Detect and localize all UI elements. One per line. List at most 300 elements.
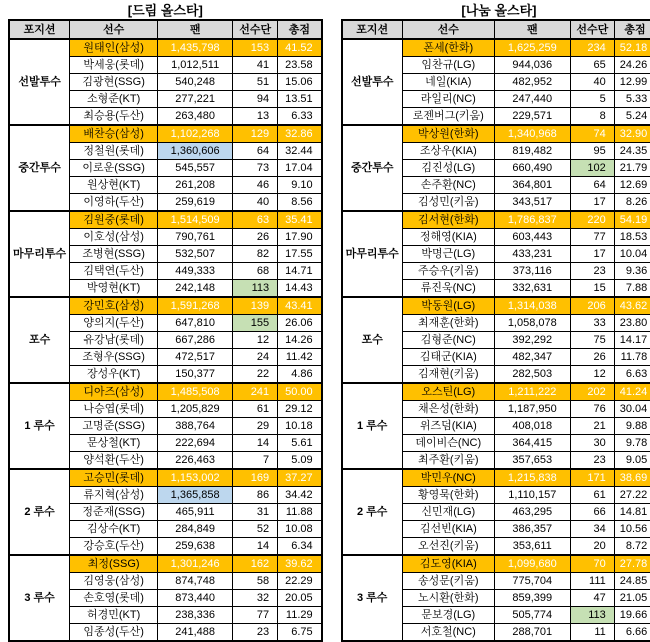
position-cell: 3 루수 <box>342 555 403 641</box>
total-score-cell: 43.41 <box>278 297 322 315</box>
fan-votes-cell: 1,205,829 <box>158 401 233 418</box>
squad-votes-cell: 64 <box>233 143 278 160</box>
total-score-cell: 24.85 <box>614 573 650 590</box>
total-score-cell: 32.90 <box>614 125 650 143</box>
total-score-cell: 9.88 <box>614 418 650 435</box>
fan-votes-cell: 226,463 <box>158 452 233 470</box>
player-name-cell: 장성우(KT) <box>70 366 158 384</box>
column-header: 포지션 <box>9 20 70 39</box>
total-score-cell: 5.61 <box>278 435 322 452</box>
player-name-cell: 정준재(SSG) <box>70 504 158 521</box>
player-name-cell: 김형준(NC) <box>402 332 494 349</box>
fan-votes-cell: 261,208 <box>158 177 233 194</box>
fan-votes-cell: 386,357 <box>494 521 570 538</box>
total-score-cell: 27.22 <box>614 487 650 504</box>
squad-votes-cell: 111 <box>570 573 614 590</box>
total-score-cell: 5.33 <box>614 91 650 108</box>
squad-votes-cell: 234 <box>570 39 614 57</box>
total-score-cell: 10.04 <box>614 246 650 263</box>
total-score-cell: 11.78 <box>614 349 650 366</box>
squad-votes-cell: 12 <box>233 332 278 349</box>
player-name-cell: 네일(KIA) <box>402 74 494 91</box>
player-name-cell: 디아즈(삼성) <box>70 383 158 401</box>
squad-votes-cell: 65 <box>570 57 614 74</box>
fan-votes-cell: 1,187,950 <box>494 401 570 418</box>
squad-votes-cell: 23 <box>233 624 278 642</box>
squad-votes-cell: 13 <box>233 108 278 126</box>
player-name-cell: 문상철(KT) <box>70 435 158 452</box>
total-score-cell: 30.04 <box>614 401 650 418</box>
total-score-cell: 32.86 <box>278 125 322 143</box>
table-row <box>9 211 322 229</box>
squad-votes-cell: 46 <box>233 177 278 194</box>
fan-votes-cell: 545,557 <box>158 160 233 177</box>
table-row <box>342 469 650 487</box>
table-row <box>9 39 322 57</box>
player-name-cell: 김도영(KIA) <box>402 555 494 573</box>
total-score-cell: 15.06 <box>278 74 322 91</box>
total-score-cell: 19.66 <box>614 607 650 624</box>
player-name-cell: 원태인(삼성) <box>70 39 158 57</box>
squad-votes-cell: 61 <box>233 401 278 418</box>
player-name-cell: 정철원(롯데) <box>70 143 158 160</box>
fan-votes-cell: 505,774 <box>494 607 570 624</box>
column-header: 팬 <box>494 20 570 39</box>
player-name-cell: 김광현(SSG) <box>70 74 158 91</box>
total-score-cell: 20.05 <box>278 590 322 607</box>
table-row <box>342 383 650 401</box>
total-score-cell: 34.42 <box>278 487 322 504</box>
total-score-cell: 4.86 <box>278 366 322 384</box>
position-cell: 1 루수 <box>342 383 403 469</box>
total-score-cell: 17.04 <box>278 160 322 177</box>
position-cell: 1 루수 <box>9 383 70 469</box>
position-cell: 중간투수 <box>9 125 70 211</box>
total-score-cell: 17.90 <box>278 229 322 246</box>
table-row <box>342 125 650 143</box>
squad-votes-cell: 73 <box>233 160 278 177</box>
squad-votes-cell: 77 <box>233 607 278 624</box>
total-score-cell: 14.26 <box>278 332 322 349</box>
total-score-cell: 9.36 <box>614 263 650 280</box>
table-row <box>9 383 322 401</box>
squad-votes-cell: 51 <box>233 74 278 91</box>
fan-votes-cell: 364,801 <box>494 177 570 194</box>
header-row <box>9 20 322 39</box>
total-score-cell: 24.26 <box>614 57 650 74</box>
squad-votes-cell: 12 <box>570 366 614 384</box>
squad-votes-cell: 40 <box>570 74 614 91</box>
squad-votes-cell: 40 <box>233 194 278 212</box>
player-name-cell: 이로운(SSG) <box>70 160 158 177</box>
total-score-cell: 17.55 <box>278 246 322 263</box>
fan-votes-cell: 667,286 <box>158 332 233 349</box>
player-name-cell: 박상원(한화) <box>402 125 494 143</box>
squad-votes-cell: 68 <box>233 263 278 280</box>
total-score-cell: 9.10 <box>278 177 322 194</box>
squad-votes-cell: 23 <box>570 263 614 280</box>
fan-votes-cell: 408,018 <box>494 418 570 435</box>
player-name-cell: 최정(SSG) <box>70 555 158 573</box>
squad-votes-cell: 32 <box>233 590 278 607</box>
column-header: 포지션 <box>342 20 403 39</box>
player-name-cell: 양석환(두산) <box>70 452 158 470</box>
fan-votes-cell: 532,507 <box>158 246 233 263</box>
fan-votes-cell: 1,514,509 <box>158 211 233 229</box>
position-cell: 선발투수 <box>9 39 70 125</box>
squad-votes-cell: 17 <box>570 246 614 263</box>
squad-votes-cell: 5 <box>570 91 614 108</box>
fan-votes-cell: 288,701 <box>494 624 570 642</box>
nanum-allstar-table <box>341 19 650 642</box>
player-name-cell: 이호성(삼성) <box>70 229 158 246</box>
position-cell: 포수 <box>342 297 403 383</box>
player-name-cell: 최재훈(한화) <box>402 315 494 332</box>
fan-votes-cell: 392,292 <box>494 332 570 349</box>
fan-votes-cell: 819,482 <box>494 143 570 160</box>
total-score-cell: 32.44 <box>278 143 322 160</box>
total-score-cell: 12.69 <box>614 177 650 194</box>
table-row <box>9 555 322 573</box>
fan-votes-cell: 603,443 <box>494 229 570 246</box>
squad-votes-cell: 169 <box>233 469 278 487</box>
total-score-cell: 9.78 <box>614 435 650 452</box>
squad-votes-cell: 63 <box>233 211 278 229</box>
dream-allstar-block <box>8 2 323 642</box>
fan-votes-cell: 874,748 <box>158 573 233 590</box>
total-score-cell: 21.05 <box>614 590 650 607</box>
player-name-cell: 김성민(키움) <box>402 194 494 212</box>
player-name-cell: 박명근(LG) <box>402 246 494 263</box>
fan-votes-cell: 263,480 <box>158 108 233 126</box>
total-score-cell: 38.69 <box>614 469 650 487</box>
table-row <box>342 211 650 229</box>
table-row <box>9 297 322 315</box>
squad-votes-cell: 153 <box>233 39 278 57</box>
position-cell: 선발투수 <box>342 39 403 125</box>
fan-votes-cell: 343,517 <box>494 194 570 212</box>
fan-votes-cell: 259,638 <box>158 538 233 556</box>
fan-votes-cell: 540,248 <box>158 74 233 91</box>
fan-votes-cell: 1,153,002 <box>158 469 233 487</box>
fan-votes-cell: 463,295 <box>494 504 570 521</box>
position-cell: 중간투수 <box>342 125 403 211</box>
total-score-cell: 11.42 <box>278 349 322 366</box>
squad-votes-cell: 113 <box>570 607 614 624</box>
squad-votes-cell: 202 <box>570 383 614 401</box>
fan-votes-cell: 332,631 <box>494 280 570 298</box>
player-name-cell: 박민우(NC) <box>402 469 494 487</box>
total-score-cell: 43.62 <box>614 297 650 315</box>
squad-votes-cell: 26 <box>570 349 614 366</box>
fan-votes-cell: 1,786,837 <box>494 211 570 229</box>
fan-votes-cell: 647,810 <box>158 315 233 332</box>
squad-votes-cell: 14 <box>233 538 278 556</box>
squad-votes-cell: 66 <box>570 504 614 521</box>
column-header: 선수단 <box>233 20 278 39</box>
fan-votes-cell: 242,148 <box>158 280 233 298</box>
fan-votes-cell: 859,399 <box>494 590 570 607</box>
squad-votes-cell: 77 <box>570 229 614 246</box>
fan-votes-cell: 388,764 <box>158 418 233 435</box>
player-name-cell: 임종성(두산) <box>70 624 158 642</box>
squad-votes-cell: 8 <box>570 108 614 126</box>
fan-votes-cell: 1,215,838 <box>494 469 570 487</box>
fan-votes-cell: 282,503 <box>494 366 570 384</box>
player-name-cell: 김진성(LG) <box>402 160 494 177</box>
squad-votes-cell: 61 <box>570 487 614 504</box>
fan-votes-cell: 150,377 <box>158 366 233 384</box>
fan-votes-cell: 238,336 <box>158 607 233 624</box>
fan-votes-cell: 944,036 <box>494 57 570 74</box>
squad-votes-cell: 75 <box>570 332 614 349</box>
player-name-cell: 원상현(KT) <box>70 177 158 194</box>
squad-votes-cell: 34 <box>570 521 614 538</box>
total-score-cell: 14.17 <box>614 332 650 349</box>
position-cell: 2 루수 <box>9 469 70 555</box>
player-name-cell: 최승용(두산) <box>70 108 158 126</box>
total-score-cell: 35.41 <box>278 211 322 229</box>
squad-votes-cell: 15 <box>570 280 614 298</box>
total-score-cell: 6.34 <box>278 538 322 556</box>
fan-votes-cell: 1,058,078 <box>494 315 570 332</box>
squad-votes-cell: 129 <box>233 125 278 143</box>
fan-votes-cell: 247,440 <box>494 91 570 108</box>
squad-votes-cell: 241 <box>233 383 278 401</box>
player-name-cell: 신민재(LG) <box>402 504 494 521</box>
squad-votes-cell: 29 <box>233 418 278 435</box>
player-name-cell: 황영묵(한화) <box>402 487 494 504</box>
fan-votes-cell: 284,849 <box>158 521 233 538</box>
total-score-cell: 6.33 <box>278 108 322 126</box>
column-header: 팬 <box>158 20 233 39</box>
squad-votes-cell: 47 <box>570 590 614 607</box>
player-name-cell: 송성문(키움) <box>402 573 494 590</box>
player-name-cell: 주승우(키움) <box>402 263 494 280</box>
player-name-cell: 조형우(SSG) <box>70 349 158 366</box>
fan-votes-cell: 357,653 <box>494 452 570 470</box>
fan-votes-cell: 353,611 <box>494 538 570 556</box>
player-name-cell: 김영웅(삼성) <box>70 573 158 590</box>
total-score-cell: 7.88 <box>614 280 650 298</box>
squad-votes-cell: 82 <box>233 246 278 263</box>
squad-votes-cell: 41 <box>233 57 278 74</box>
player-name-cell: 라일리(NC) <box>402 91 494 108</box>
fan-votes-cell: 1,625,259 <box>494 39 570 57</box>
table-row <box>9 469 322 487</box>
squad-votes-cell: 171 <box>570 469 614 487</box>
squad-votes-cell: 86 <box>233 487 278 504</box>
total-score-cell: 24.35 <box>614 143 650 160</box>
squad-votes-cell: 76 <box>570 401 614 418</box>
total-score-cell: 39.62 <box>278 555 322 573</box>
squad-votes-cell: 7 <box>233 452 278 470</box>
total-score-cell: 10.08 <box>278 521 322 538</box>
squad-votes-cell: 74 <box>570 125 614 143</box>
dream-allstar-title: [드림 올스타] <box>127 3 203 18</box>
dream-allstar-table <box>8 19 323 642</box>
fan-votes-cell: 229,571 <box>494 108 570 126</box>
total-score-cell: 8.26 <box>614 194 650 212</box>
total-score-cell: 41.52 <box>278 39 322 57</box>
total-score-cell: 8.72 <box>614 538 650 556</box>
total-score-cell: 11.88 <box>278 504 322 521</box>
total-score-cell: 13.51 <box>278 91 322 108</box>
squad-votes-cell: 155 <box>233 315 278 332</box>
fan-votes-cell: 1,485,508 <box>158 383 233 401</box>
player-name-cell: 오스틴(LG) <box>402 383 494 401</box>
fan-votes-cell: 775,704 <box>494 573 570 590</box>
player-name-cell: 유강남(롯데) <box>70 332 158 349</box>
squad-votes-cell: 70 <box>570 555 614 573</box>
player-name-cell: 손호영(롯데) <box>70 590 158 607</box>
nanum-allstar-block <box>341 2 650 642</box>
total-score-cell: 26.06 <box>278 315 322 332</box>
position-cell: 2 루수 <box>342 469 403 555</box>
player-name-cell: 손주환(NC) <box>402 177 494 194</box>
player-name-cell: 김재현(키움) <box>402 366 494 384</box>
total-score-cell: 52.18 <box>614 39 650 57</box>
squad-votes-cell: 52 <box>233 521 278 538</box>
squad-votes-cell: 11 <box>570 624 614 642</box>
player-name-cell: 강민호(삼성) <box>70 297 158 315</box>
player-name-cell: 박세웅(롯데) <box>70 57 158 74</box>
fan-votes-cell: 660,490 <box>494 160 570 177</box>
column-header: 선수 <box>402 20 494 39</box>
fan-votes-cell: 433,231 <box>494 246 570 263</box>
squad-votes-cell: 94 <box>233 91 278 108</box>
total-score-cell: 8.56 <box>278 194 322 212</box>
total-score-cell: 18.53 <box>614 229 650 246</box>
squad-votes-cell: 31 <box>233 504 278 521</box>
nanum-allstar-title: [나눔 올스타] <box>461 3 537 18</box>
fan-votes-cell: 1,211,222 <box>494 383 570 401</box>
fan-votes-cell: 222,694 <box>158 435 233 452</box>
player-name-cell: 최주환(키움) <box>402 452 494 470</box>
header-row <box>342 20 650 39</box>
fan-votes-cell: 1,102,268 <box>158 125 233 143</box>
total-score-cell: 6.63 <box>614 366 650 384</box>
total-score-cell: 27.78 <box>614 555 650 573</box>
fan-votes-cell: 277,221 <box>158 91 233 108</box>
fan-votes-cell: 241,488 <box>158 624 233 642</box>
total-score-cell: 12.99 <box>614 74 650 91</box>
player-name-cell: 류지혁(삼성) <box>70 487 158 504</box>
squad-votes-cell: 30 <box>570 435 614 452</box>
table-row <box>342 297 650 315</box>
squad-votes-cell: 64 <box>570 177 614 194</box>
squad-votes-cell: 162 <box>233 555 278 573</box>
total-score-cell: 29.12 <box>278 401 322 418</box>
player-name-cell: 나승엽(롯데) <box>70 401 158 418</box>
player-name-cell: 허경민(KT) <box>70 607 158 624</box>
player-name-cell: 배찬승(삼성) <box>70 125 158 143</box>
total-score-cell: 21.79 <box>614 160 650 177</box>
squad-votes-cell: 17 <box>570 194 614 212</box>
squad-votes-cell: 220 <box>570 211 614 229</box>
total-score-cell: 5.09 <box>278 452 322 470</box>
fan-votes-cell: 472,517 <box>158 349 233 366</box>
total-score-cell: 5.24 <box>614 108 650 126</box>
fan-votes-cell: 1,340,968 <box>494 125 570 143</box>
player-name-cell: 위즈덤(KIA) <box>402 418 494 435</box>
fan-votes-cell: 1,314,038 <box>494 297 570 315</box>
player-name-cell: 김택연(두산) <box>70 263 158 280</box>
fan-votes-cell: 1,365,858 <box>158 487 233 504</box>
fan-votes-cell: 1,301,246 <box>158 555 233 573</box>
player-name-cell: 박영현(KT) <box>70 280 158 298</box>
squad-votes-cell: 21 <box>570 418 614 435</box>
fan-votes-cell: 482,952 <box>494 74 570 91</box>
player-name-cell: 고승민(롯데) <box>70 469 158 487</box>
player-name-cell: 데이비슨(NC) <box>402 435 494 452</box>
total-score-cell: 41.24 <box>614 383 650 401</box>
squad-votes-cell: 102 <box>570 160 614 177</box>
squad-votes-cell: 139 <box>233 297 278 315</box>
fan-votes-cell: 449,333 <box>158 263 233 280</box>
player-name-cell: 로젠버그(키움) <box>402 108 494 126</box>
total-score-cell: 9.05 <box>614 452 650 470</box>
player-name-cell: 고명준(SSG) <box>70 418 158 435</box>
total-score-cell: 22.29 <box>278 573 322 590</box>
player-name-cell: 김선빈(KIA) <box>402 521 494 538</box>
fan-votes-cell: 465,911 <box>158 504 233 521</box>
player-name-cell: 이영하(두산) <box>70 194 158 212</box>
player-name-cell: 오선진(키움) <box>402 538 494 556</box>
squad-votes-cell: 113 <box>233 280 278 298</box>
player-name-cell: 조병현(SSG) <box>70 246 158 263</box>
player-name-cell: 조상우(KIA) <box>402 143 494 160</box>
player-name-cell: 김상수(KT) <box>70 521 158 538</box>
player-name-cell: 김태군(KIA) <box>402 349 494 366</box>
total-score-cell: 14.81 <box>614 504 650 521</box>
player-name-cell: 임찬규(LG) <box>402 57 494 74</box>
total-score-cell: 37.27 <box>278 469 322 487</box>
player-name-cell: 정해영(KIA) <box>402 229 494 246</box>
squad-votes-cell: 26 <box>233 229 278 246</box>
squad-votes-cell: 22 <box>233 366 278 384</box>
squad-votes-cell: 20 <box>570 538 614 556</box>
column-header: 선수단 <box>570 20 614 39</box>
table-row <box>342 555 650 573</box>
fan-votes-cell: 1,360,606 <box>158 143 233 160</box>
player-name-cell: 류진욱(NC) <box>402 280 494 298</box>
total-score-cell: 23.80 <box>614 315 650 332</box>
squad-votes-cell: 33 <box>570 315 614 332</box>
player-name-cell: 채은성(한화) <box>402 401 494 418</box>
table-row <box>342 39 650 57</box>
squad-votes-cell: 24 <box>233 349 278 366</box>
player-name-cell: 강승호(두산) <box>70 538 158 556</box>
player-name-cell: 양의지(두산) <box>70 315 158 332</box>
fan-votes-cell: 1,435,798 <box>158 39 233 57</box>
total-score-cell: 6.75 <box>278 624 322 642</box>
position-cell: 포수 <box>9 297 70 383</box>
squad-votes-cell: 206 <box>570 297 614 315</box>
fan-votes-cell: 1,012,511 <box>158 57 233 74</box>
position-cell: 마무리투수 <box>9 211 70 297</box>
total-score-cell: 54.19 <box>614 211 650 229</box>
player-name-cell: 박동원(LG) <box>402 297 494 315</box>
column-header: 총점 <box>278 20 322 39</box>
fan-votes-cell: 1,110,157 <box>494 487 570 504</box>
fan-votes-cell: 373,116 <box>494 263 570 280</box>
total-score-cell: 50.00 <box>278 383 322 401</box>
fan-votes-cell: 790,761 <box>158 229 233 246</box>
total-score-cell: 6.66 <box>614 624 650 642</box>
fan-votes-cell: 1,591,268 <box>158 297 233 315</box>
total-score-cell: 14.71 <box>278 263 322 280</box>
